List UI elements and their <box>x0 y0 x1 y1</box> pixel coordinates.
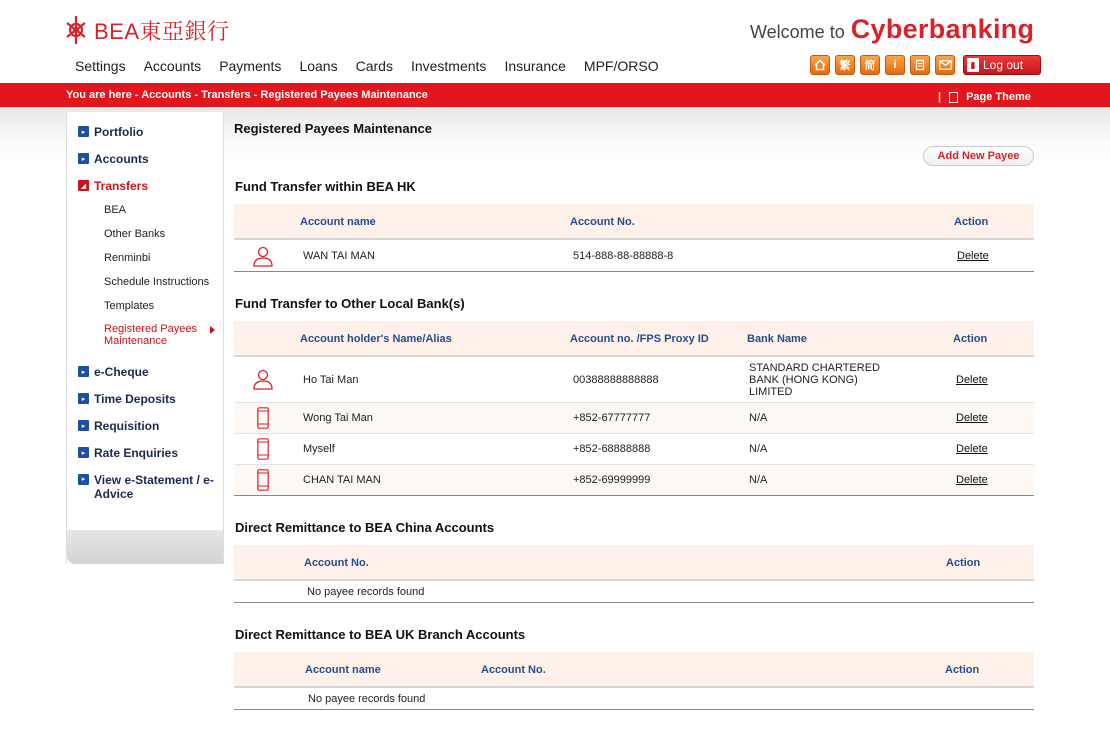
section-title-bea-china: Direct Remittance to BEA China Accounts <box>235 520 495 535</box>
sidebar-subitem-registered-payees[interactable]: Registered Payees Maintenance <box>104 323 197 347</box>
payee-account: 00388888888888 <box>573 374 659 386</box>
payee-name: Myself <box>303 443 335 455</box>
empty-state <box>234 688 1034 710</box>
bea-logo-icon <box>64 14 88 46</box>
utility-toolbar <box>810 55 1041 75</box>
header <box>0 0 1110 83</box>
sidebar-item-label: Requisition <box>94 419 160 433</box>
expand-icon: ▸ <box>78 126 89 137</box>
sidebar-subitem-renminbi[interactable]: Renminbi <box>104 252 151 264</box>
column-header: Action <box>954 216 989 228</box>
payee-name: WAN TAI MAN <box>303 250 375 262</box>
table-row <box>234 465 1034 496</box>
nav-accounts[interactable]: Accounts <box>143 58 202 74</box>
table-row <box>234 434 1034 465</box>
nav-cards[interactable]: Cards <box>355 58 393 74</box>
sidebar-subitem-templates[interactable]: Templates <box>104 300 155 312</box>
table-header-local-bank <box>234 321 1034 357</box>
logout-icon: ▮ <box>967 58 979 72</box>
sidebar-footer <box>67 530 223 564</box>
person-icon <box>252 245 274 267</box>
expand-icon: ▸ <box>78 447 89 458</box>
payee-account: +852-68888888 <box>573 443 651 455</box>
table-row <box>234 357 1034 403</box>
section-title-bea-uk: Direct Remittance to BEA UK Branch Accounts <box>235 627 526 642</box>
cyberbanking-text: Cyberbanking <box>850 14 1035 44</box>
empty-message: No payee records found <box>308 693 426 705</box>
breadcrumb-bar <box>0 83 1110 107</box>
breadcrumb-separator: | <box>938 91 942 103</box>
page-theme-button[interactable] <box>938 91 1031 103</box>
empty-message: No payee records found <box>307 586 425 598</box>
collapse-icon: ◢ <box>78 180 89 191</box>
expand-icon: ▸ <box>78 420 89 431</box>
sidebar-item-label: Portfolio <box>94 125 144 139</box>
sidebar-item-label: e-Cheque <box>94 365 149 379</box>
column-header: Account No. <box>304 557 369 569</box>
nav-mpf-orso[interactable]: MPF/ORSO <box>583 58 659 74</box>
section-title-local-bank: Fund Transfer to Other Local Bank(s) <box>235 296 465 311</box>
simplified-chinese-icon[interactable]: 简 <box>860 55 880 75</box>
table-header-bea-uk <box>234 652 1034 688</box>
sidebar-item-transfers[interactable] <box>78 179 148 193</box>
payee-name: Ho Tai Man <box>303 374 359 386</box>
bank-name: STANDARD CHARTERED BANK (HONG KONG) LIMITED <box>749 362 880 398</box>
traditional-chinese-icon[interactable]: 繁 <box>835 55 855 75</box>
mobile-phone-icon <box>257 469 269 491</box>
logout-button[interactable] <box>963 55 1041 75</box>
sidebar-item-accounts[interactable] <box>78 152 149 166</box>
sidebar-item-label: Rate Enquiries <box>94 446 179 460</box>
mobile-phone-icon <box>257 438 269 460</box>
sidebar-item-requisition[interactable] <box>78 419 159 433</box>
expand-icon: ▸ <box>78 474 89 485</box>
sidebar-item-portfolio[interactable] <box>78 125 143 139</box>
sidebar-subitem-other-banks[interactable]: Other Banks <box>104 228 166 240</box>
home-icon[interactable] <box>810 55 830 75</box>
nav-settings[interactable]: Settings <box>75 58 126 74</box>
sidebar-item-label: Transfers <box>94 179 149 193</box>
welcome-text: Welcome to <box>750 22 845 42</box>
bank-name: N/A <box>749 443 768 455</box>
nav-loans[interactable]: Loans <box>299 58 338 74</box>
sidebar-subitem-bea[interactable]: BEA <box>104 204 127 216</box>
table-header-bea-hk <box>234 204 1034 240</box>
sidebar-item-e-statement[interactable] <box>78 473 218 501</box>
payee-account: +852-69999999 <box>573 474 651 486</box>
table-header-bea-china <box>234 545 1034 581</box>
delete-link[interactable]: Delete <box>956 443 988 455</box>
nav-investments[interactable]: Investments <box>410 58 487 74</box>
table-row <box>234 240 1034 272</box>
section-title-bea-hk: Fund Transfer within BEA HK <box>235 179 416 194</box>
nav-insurance[interactable]: Insurance <box>504 58 566 74</box>
info-icon[interactable]: i <box>885 55 905 75</box>
sidebar-item-label: Time Deposits <box>94 392 176 406</box>
page-title: Registered Payees Maintenance <box>234 121 432 136</box>
column-header: Account name <box>300 216 376 228</box>
delete-link[interactable]: Delete <box>956 474 988 486</box>
payee-account: 514-888-88-88888-8 <box>573 250 674 262</box>
logout-label: Log out <box>983 58 1024 72</box>
column-header: Account holder's Name/Alias <box>300 333 452 345</box>
column-header: Account no. /FPS Proxy ID <box>570 333 709 345</box>
sidebar-item-rate-enquiries[interactable] <box>78 446 178 460</box>
sidebar-item-e-cheque[interactable] <box>78 365 149 379</box>
column-header: Action <box>945 664 980 676</box>
sidebar-item-label: View e-Statement / e-Advice <box>94 473 214 501</box>
person-icon <box>252 368 274 390</box>
welcome-banner <box>750 14 1034 45</box>
sidebar-item-label: Accounts <box>94 152 149 166</box>
payee-account: +852-67777777 <box>573 412 651 424</box>
sidebar-item-time-deposits[interactable] <box>78 392 176 406</box>
add-new-payee-button[interactable]: Add New Payee <box>923 146 1034 166</box>
bank-name: N/A <box>749 474 768 486</box>
delete-link[interactable]: Delete <box>956 374 988 386</box>
bea-logo-text: BEA東亞銀行 <box>94 18 230 44</box>
column-header: Action <box>946 557 981 569</box>
breadcrumb: You are here - Accounts - Transfers - Registered Payees Maintenance <box>66 89 428 101</box>
column-header: Account No. <box>570 216 635 228</box>
bank-name: N/A <box>749 412 768 424</box>
nav-payments[interactable]: Payments <box>219 58 282 74</box>
payee-name: Wong Tai Man <box>303 412 373 424</box>
sidebar-subitem-schedule-instructions[interactable]: Schedule Instructions <box>104 276 210 288</box>
page-theme-label: Page Theme <box>966 91 1031 103</box>
expand-icon: ▸ <box>78 153 89 164</box>
bea-logo[interactable] <box>64 14 230 46</box>
delete-link[interactable]: Delete <box>956 412 988 424</box>
mail-icon[interactable] <box>935 55 955 75</box>
table-row <box>234 403 1034 434</box>
mobile-phone-icon <box>257 407 269 429</box>
column-header: Account No. <box>481 664 546 676</box>
current-item-arrow-icon <box>210 326 215 334</box>
page-theme-icon <box>949 92 958 103</box>
sidebar <box>66 112 224 564</box>
delete-link[interactable]: Delete <box>957 250 989 262</box>
column-header: Bank Name <box>747 333 807 345</box>
top-navigation <box>66 57 668 75</box>
payee-name: CHAN TAI MAN <box>303 474 381 486</box>
empty-state <box>234 581 1034 603</box>
print-icon[interactable] <box>910 55 930 75</box>
expand-icon: ▸ <box>78 366 89 377</box>
column-header: Account name <box>305 664 381 676</box>
expand-icon: ▸ <box>78 393 89 404</box>
column-header: Action <box>953 333 988 345</box>
